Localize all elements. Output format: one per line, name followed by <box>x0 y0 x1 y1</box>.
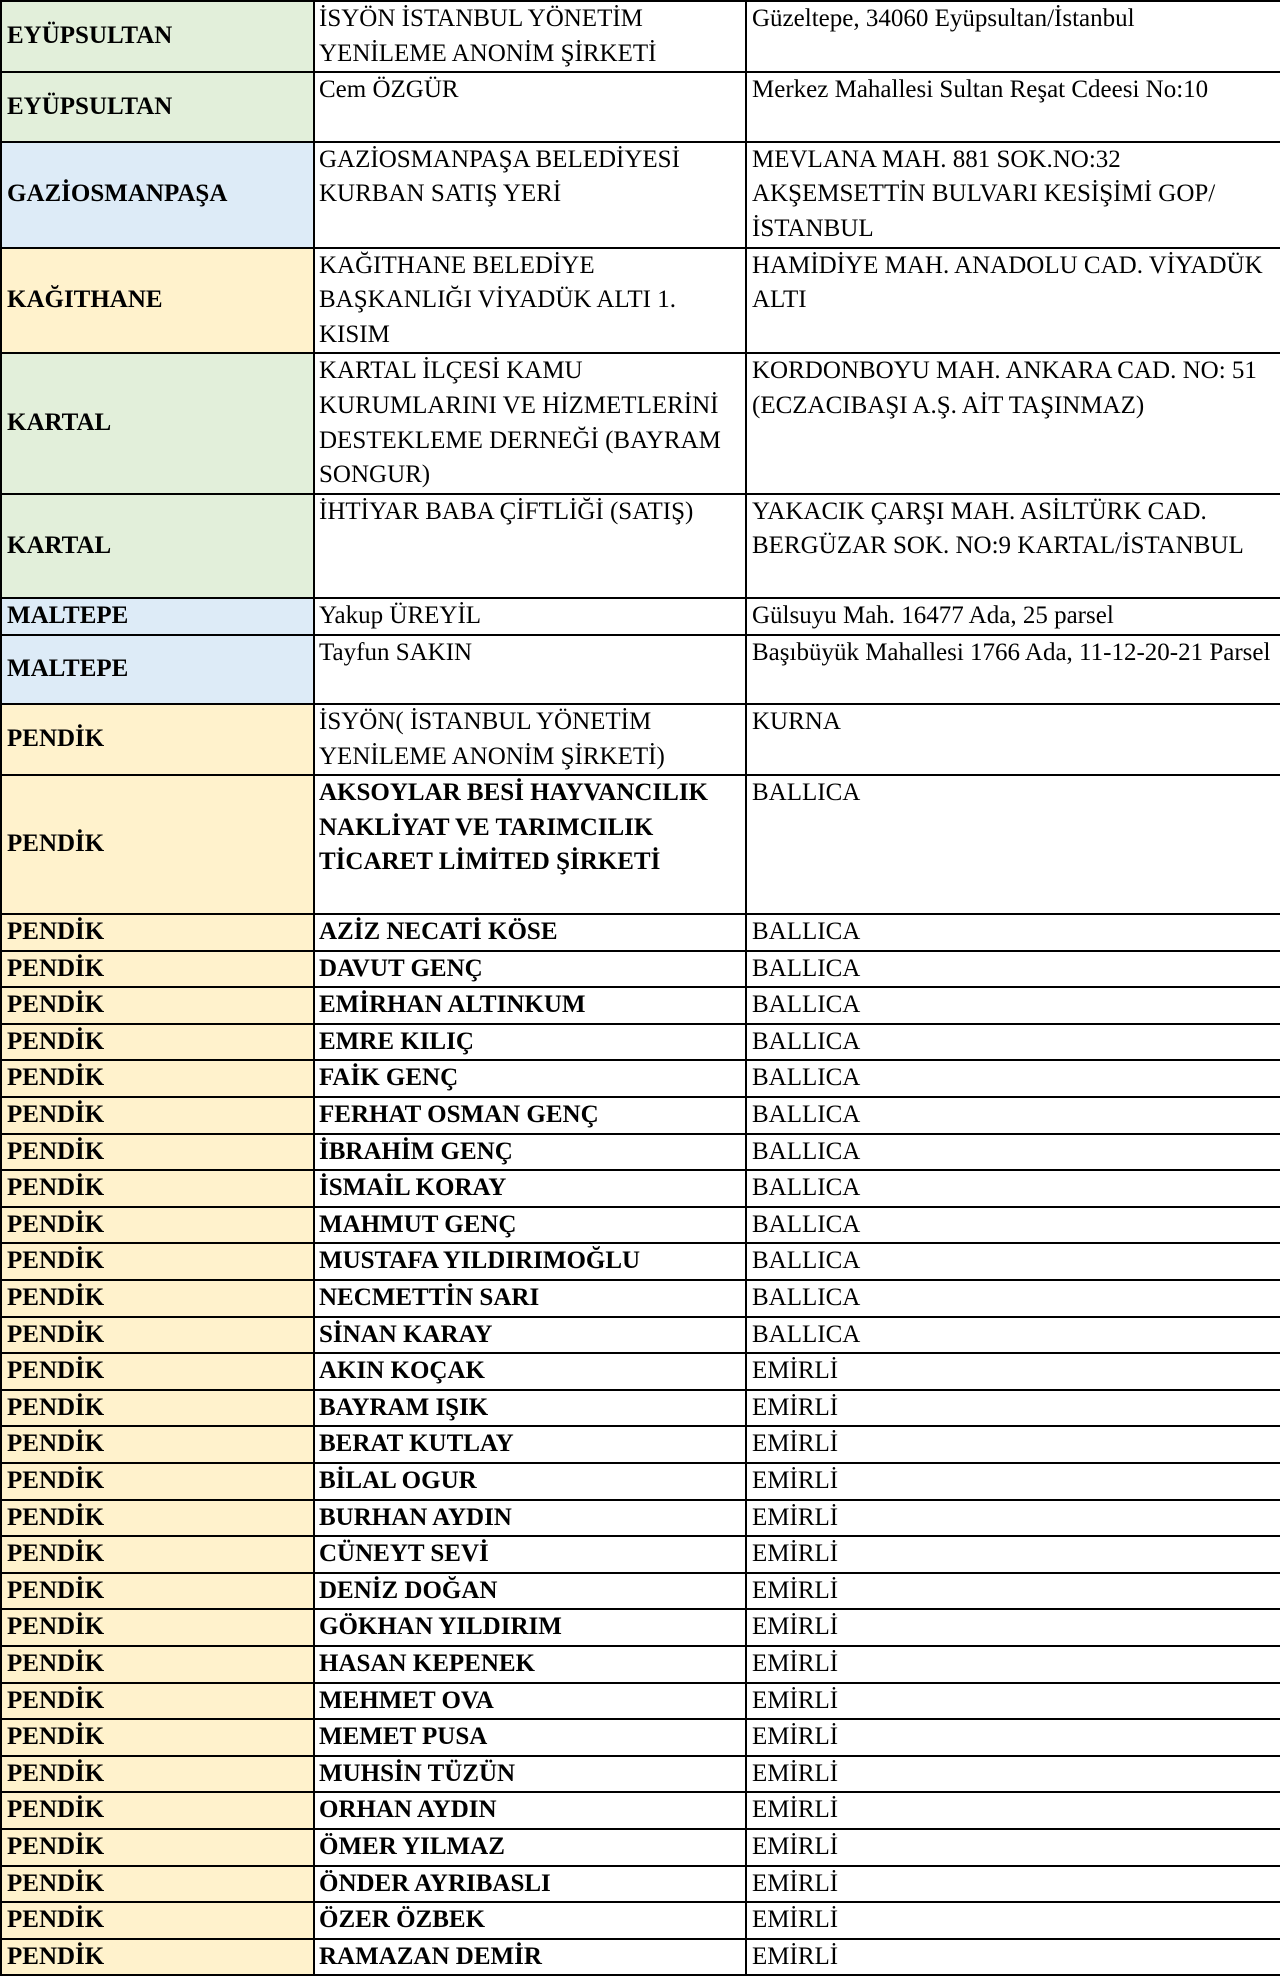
table-row <box>1 1097 1280 1134</box>
address-cell: EMİRLİ <box>746 1719 1280 1756</box>
name-cell: EMRE KILIÇ <box>314 1024 746 1061</box>
table-row <box>1 987 1280 1024</box>
district-cell: KARTAL <box>1 494 314 598</box>
table-row <box>1 1500 1280 1537</box>
table-row <box>1 1243 1280 1280</box>
address-cell: BALLICA <box>746 1097 1280 1134</box>
district-cell: PENDİK <box>1 1243 314 1280</box>
district-cell: PENDİK <box>1 1463 314 1500</box>
name-cell: MUHSİN TÜZÜN <box>314 1756 746 1793</box>
table-row <box>1 1390 1280 1427</box>
district-cell: PENDİK <box>1 1280 314 1317</box>
address-cell: KORDONBOYU MAH. ANKARA CAD. NO: 51 (ECZACIBAŞI A.Ş. AİT TAŞINMAZ) <box>746 353 1280 493</box>
address-cell: EMİRLİ <box>746 1390 1280 1427</box>
table-row <box>1 1024 1280 1061</box>
address-cell: BALLICA <box>746 914 1280 951</box>
district-cell: KARTAL <box>1 353 314 493</box>
table-row <box>1 1463 1280 1500</box>
name-cell: BAYRAM IŞIK <box>314 1390 746 1427</box>
district-cell: PENDİK <box>1 1390 314 1427</box>
district-cell: PENDİK <box>1 1353 314 1390</box>
address-cell: KURNA <box>746 704 1280 775</box>
address-cell: BALLICA <box>746 1170 1280 1207</box>
table-row <box>1 1609 1280 1646</box>
address-cell: EMİRLİ <box>746 1866 1280 1903</box>
address-cell: EMİRLİ <box>746 1756 1280 1793</box>
district-cell: PENDİK <box>1 1207 314 1244</box>
district-cell: PENDİK <box>1 1792 314 1829</box>
address-cell: Güzeltepe, 34060 Eyüpsultan/İstanbul <box>746 1 1280 72</box>
district-cell: PENDİK <box>1 1426 314 1463</box>
address-cell: BALLICA <box>746 1134 1280 1171</box>
district-cell: MALTEPE <box>1 598 314 635</box>
name-cell: İSMAİL KORAY <box>314 1170 746 1207</box>
district-cell: PENDİK <box>1 914 314 951</box>
address-cell: EMİRLİ <box>746 1609 1280 1646</box>
table-body <box>1 1 1280 1975</box>
address-cell: MEVLANA MAH. 881 SOK.NO:32 AKŞEMSETTİN BULVARI KESİŞİMİ GOP/İSTANBUL <box>746 142 1280 248</box>
district-cell: PENDİK <box>1 1902 314 1939</box>
name-cell: ÖMER YILMAZ <box>314 1829 746 1866</box>
table-row <box>1 1060 1280 1097</box>
address-cell: EMİRLİ <box>746 1792 1280 1829</box>
district-cell: MALTEPE <box>1 635 314 705</box>
table-row <box>1 142 1280 248</box>
table-row <box>1 1317 1280 1354</box>
district-cell: PENDİK <box>1 1756 314 1793</box>
address-cell: EMİRLİ <box>746 1939 1280 1976</box>
district-cell: PENDİK <box>1 1646 314 1683</box>
name-cell: İSYÖN İSTANBUL YÖNETİM YENİLEME ANONİM ŞİRKETİ <box>314 1 746 72</box>
name-cell: MUSTAFA YILDIRIMOĞLU <box>314 1243 746 1280</box>
name-cell: ÖZER ÖZBEK <box>314 1902 746 1939</box>
address-cell: EMİRLİ <box>746 1829 1280 1866</box>
table-row <box>1 635 1280 705</box>
district-cell: GAZİOSMANPAŞA <box>1 142 314 248</box>
name-cell: DAVUT GENÇ <box>314 951 746 988</box>
table-row <box>1 1207 1280 1244</box>
district-cell: PENDİK <box>1 1317 314 1354</box>
table-row <box>1 1 1280 72</box>
name-cell: CÜNEYT SEVİ <box>314 1536 746 1573</box>
table-row <box>1 72 1280 142</box>
name-cell: Cem ÖZGÜR <box>314 72 746 142</box>
name-cell: AZİZ NECATİ KÖSE <box>314 914 746 951</box>
district-cell: PENDİK <box>1 1060 314 1097</box>
name-cell: İSYÖN( İSTANBUL YÖNETİM YENİLEME ANONİM ŞİRKETİ) <box>314 704 746 775</box>
table-row <box>1 1646 1280 1683</box>
district-cell: PENDİK <box>1 1500 314 1537</box>
district-cell: PENDİK <box>1 1024 314 1061</box>
district-cell: PENDİK <box>1 775 314 914</box>
address-cell: EMİRLİ <box>746 1353 1280 1390</box>
district-cell: PENDİK <box>1 1609 314 1646</box>
table-row <box>1 1536 1280 1573</box>
district-cell: PENDİK <box>1 1536 314 1573</box>
district-cell: EYÜPSULTAN <box>1 72 314 142</box>
table-row <box>1 598 1280 635</box>
name-cell: RAMAZAN DEMİR <box>314 1939 746 1976</box>
name-cell: ÖNDER AYRIBASLI <box>314 1866 746 1903</box>
name-cell: FERHAT OSMAN GENÇ <box>314 1097 746 1134</box>
address-cell: EMİRLİ <box>746 1536 1280 1573</box>
address-cell: EMİRLİ <box>746 1426 1280 1463</box>
address-cell: EMİRLİ <box>746 1683 1280 1720</box>
address-cell: BALLICA <box>746 1060 1280 1097</box>
district-cell: PENDİK <box>1 1573 314 1610</box>
address-cell: Başıbüyük Mahallesi 1766 Ada, 11-12-20-21 Parsel <box>746 635 1280 705</box>
name-cell: AKIN KOÇAK <box>314 1353 746 1390</box>
address-cell: BALLICA <box>746 1317 1280 1354</box>
district-cell: PENDİK <box>1 1939 314 1976</box>
district-cell: PENDİK <box>1 1866 314 1903</box>
name-cell: SİNAN KARAY <box>314 1317 746 1354</box>
address-cell: HAMİDİYE MAH. ANADOLU CAD. VİYADÜK ALTI <box>746 248 1280 354</box>
name-cell: MEMET PUSA <box>314 1719 746 1756</box>
address-cell: Merkez Mahallesi Sultan Reşat Cdeesi No:10 <box>746 72 1280 142</box>
name-cell: AKSOYLAR BESİ HAYVANCILIK NAKLİYAT VE TARIMCILIK TİCARET LİMİTED ŞİRKETİ <box>314 775 746 914</box>
district-cell: PENDİK <box>1 1134 314 1171</box>
district-cell: PENDİK <box>1 1097 314 1134</box>
address-cell: BALLICA <box>746 1207 1280 1244</box>
address-cell: BALLICA <box>746 1243 1280 1280</box>
table-row <box>1 494 1280 598</box>
address-cell: EMİRLİ <box>746 1500 1280 1537</box>
name-cell: EMİRHAN ALTINKUM <box>314 987 746 1024</box>
name-cell: GÖKHAN YILDIRIM <box>314 1609 746 1646</box>
address-cell: EMİRLİ <box>746 1463 1280 1500</box>
district-cell: PENDİK <box>1 704 314 775</box>
name-cell: MEHMET OVA <box>314 1683 746 1720</box>
name-cell: BERAT KUTLAY <box>314 1426 746 1463</box>
district-cell: PENDİK <box>1 1683 314 1720</box>
name-cell: İBRAHİM GENÇ <box>314 1134 746 1171</box>
table-row <box>1 1353 1280 1390</box>
table-row <box>1 775 1280 914</box>
table-row <box>1 914 1280 951</box>
name-cell: HASAN KEPENEK <box>314 1646 746 1683</box>
address-cell: BALLICA <box>746 987 1280 1024</box>
table-row <box>1 1573 1280 1610</box>
table-row <box>1 1134 1280 1171</box>
district-cell: EYÜPSULTAN <box>1 1 314 72</box>
district-cell: PENDİK <box>1 951 314 988</box>
address-cell: BALLICA <box>746 951 1280 988</box>
name-cell: DENİZ DOĞAN <box>314 1573 746 1610</box>
address-cell: EMİRLİ <box>746 1646 1280 1683</box>
table-row <box>1 248 1280 354</box>
table-row <box>1 1829 1280 1866</box>
name-cell: NECMETTİN SARI <box>314 1280 746 1317</box>
name-cell: FAİK GENÇ <box>314 1060 746 1097</box>
table-row <box>1 353 1280 493</box>
address-cell: BALLICA <box>746 1024 1280 1061</box>
table-row <box>1 1939 1280 1976</box>
name-cell: Tayfun SAKIN <box>314 635 746 705</box>
address-cell: EMİRLİ <box>746 1573 1280 1610</box>
name-cell: BURHAN AYDIN <box>314 1500 746 1537</box>
district-cell: PENDİK <box>1 987 314 1024</box>
name-cell: GAZİOSMANPAŞA BELEDİYESİ KURBAN SATIŞ YERİ <box>314 142 746 248</box>
address-cell: YAKACIK ÇARŞI MAH. ASİLTÜRK CAD. BERGÜZAR SOK. NO:9 KARTAL/İSTANBUL <box>746 494 1280 598</box>
address-cell: BALLICA <box>746 1280 1280 1317</box>
district-cell: PENDİK <box>1 1170 314 1207</box>
name-cell: KAĞITHANE BELEDİYE BAŞKANLIĞI VİYADÜK ALTI 1. KISIM <box>314 248 746 354</box>
table-row <box>1 1756 1280 1793</box>
name-cell: BİLAL OGUR <box>314 1463 746 1500</box>
table-row <box>1 1792 1280 1829</box>
name-cell: İHTİYAR BABA ÇİFTLİĞİ (SATIŞ) <box>314 494 746 598</box>
district-cell: KAĞITHANE <box>1 248 314 354</box>
table-row <box>1 1719 1280 1756</box>
table-row <box>1 1426 1280 1463</box>
address-cell: EMİRLİ <box>746 1902 1280 1939</box>
table-row <box>1 951 1280 988</box>
table-row <box>1 1866 1280 1903</box>
table-row <box>1 704 1280 775</box>
name-cell: ORHAN AYDIN <box>314 1792 746 1829</box>
table-row <box>1 1280 1280 1317</box>
table-row <box>1 1683 1280 1720</box>
district-cell: PENDİK <box>1 1829 314 1866</box>
address-cell: Gülsuyu Mah. 16477 Ada, 25 parsel <box>746 598 1280 635</box>
district-cell: PENDİK <box>1 1719 314 1756</box>
table-row <box>1 1170 1280 1207</box>
address-cell: BALLICA <box>746 775 1280 914</box>
name-cell: Yakup ÜREYİL <box>314 598 746 635</box>
name-cell: KARTAL İLÇESİ KAMU KURUMLARINI VE HİZMETLERİNİ DESTEKLEME DERNEĞİ (BAYRAM SONGUR) <box>314 353 746 493</box>
name-cell: MAHMUT GENÇ <box>314 1207 746 1244</box>
